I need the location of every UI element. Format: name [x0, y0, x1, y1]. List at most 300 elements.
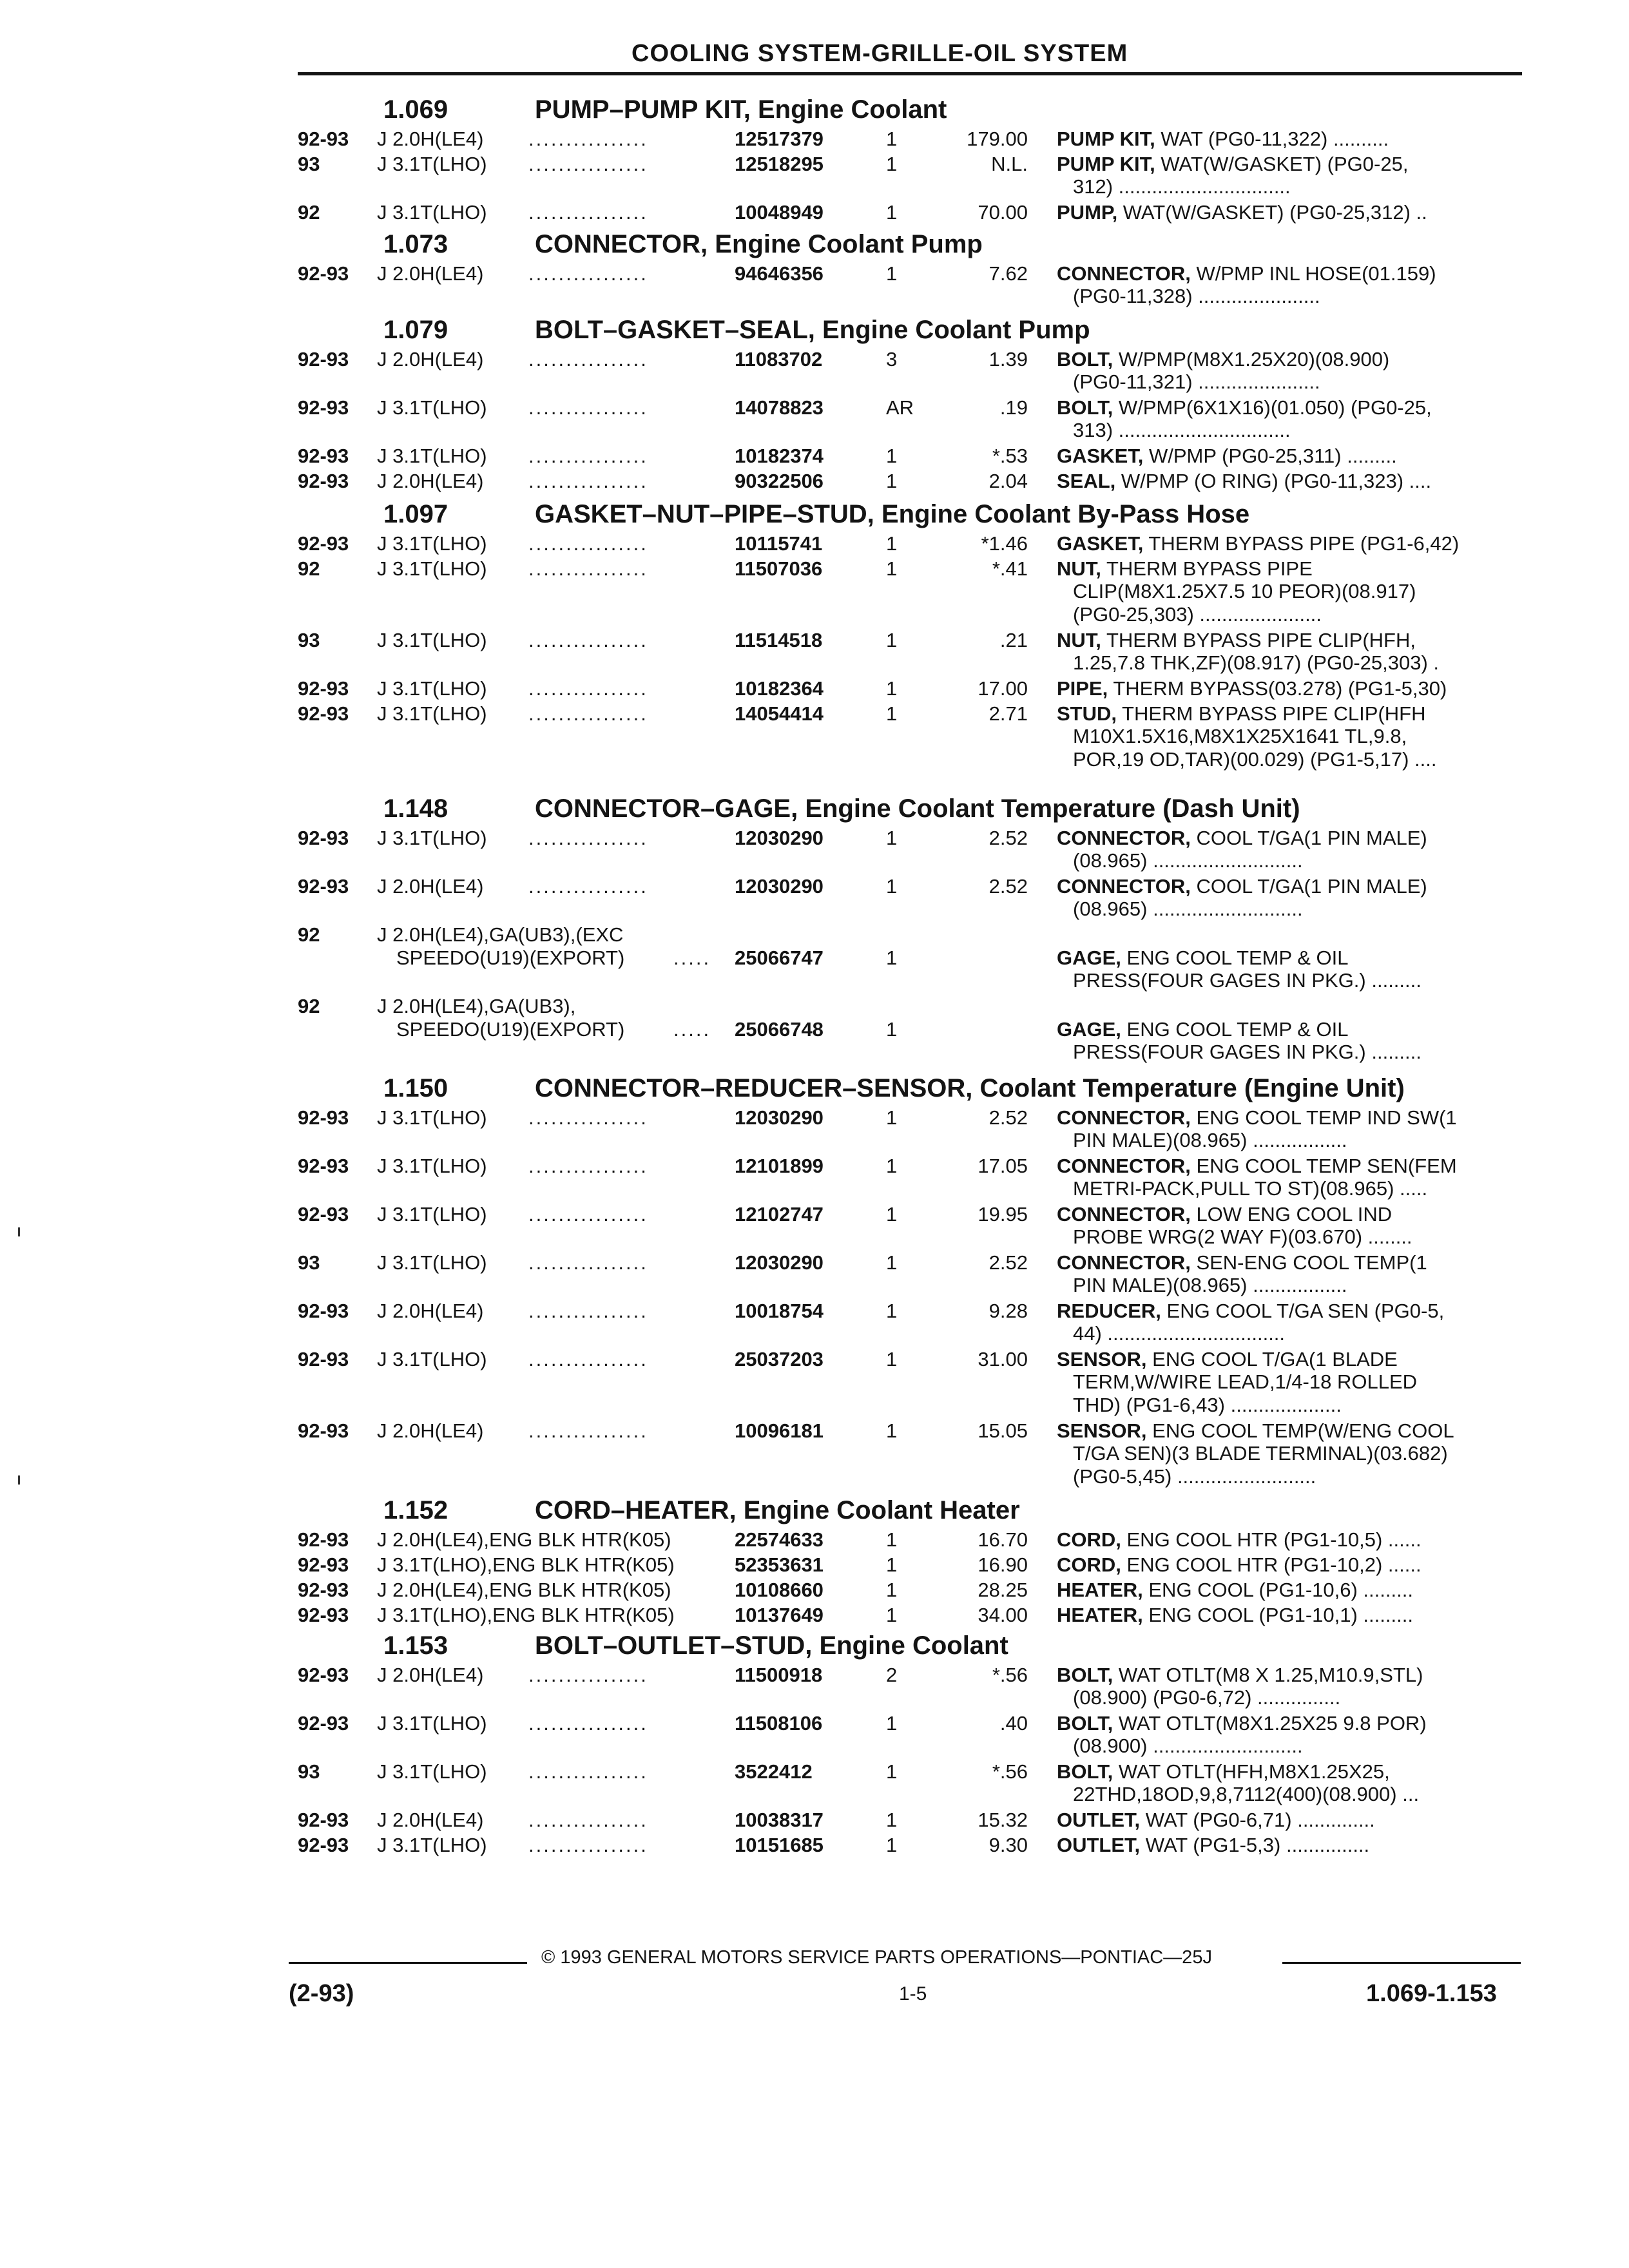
- description-continuation: 313) ...............................: [1073, 419, 1291, 441]
- part-name: HEATER,: [1057, 1604, 1143, 1626]
- part-detail: ENG COOL HTR (PG1-10,5) ......: [1121, 1528, 1422, 1551]
- part-number: 12030290: [735, 1106, 824, 1129]
- price: 17.00: [978, 677, 1028, 700]
- part-detail: THERM BYPASS PIPE: [1101, 557, 1313, 580]
- part-detail: THERM BYPASS PIPE CLIP(HFH,: [1101, 629, 1416, 651]
- vehicle-model: J 2.0H(LE4),GA(UB3),(EXC: [377, 923, 624, 946]
- part-detail: THERM BYPASS PIPE (PG1-6,42): [1143, 532, 1460, 555]
- quantity: 1: [886, 1348, 898, 1370]
- section-title: CONNECTOR–REDUCER–SENSOR, Coolant Temperature (Engine Unit): [535, 1074, 1405, 1102]
- leader-dots: ................: [528, 1419, 648, 1442]
- part-description: [1057, 1760, 1390, 1783]
- footer-rule-right: [1282, 1962, 1521, 1964]
- quantity: 1: [886, 1712, 898, 1735]
- vehicle-model: J 2.0H(LE4),GA(UB3),: [377, 995, 576, 1017]
- part-description: [1057, 1664, 1423, 1687]
- quantity: 1: [886, 1579, 898, 1601]
- section-number: 1.153: [383, 1631, 448, 1660]
- vehicle-model-continued: SPEEDO(U19)(EXPORT): [396, 947, 625, 969]
- description-continuation: (08.965) ...........................: [1073, 849, 1303, 872]
- vehicle-model: J 3.1T(LHO): [377, 557, 487, 580]
- leader-dots: ................: [528, 153, 648, 175]
- leader-dots: ................: [528, 128, 648, 150]
- model-year: 92-93: [298, 1712, 349, 1735]
- part-description: [1057, 1553, 1422, 1577]
- part-description: [1057, 532, 1459, 555]
- quantity: 2: [886, 1664, 898, 1686]
- part-description: [1057, 1106, 1457, 1129]
- part-description: [1057, 1348, 1398, 1371]
- part-name: REDUCER,: [1057, 1300, 1161, 1322]
- vehicle-model: J 3.1T(LHO): [377, 396, 487, 419]
- part-number: 14054414: [735, 702, 824, 725]
- section-title: BOLT–OUTLET–STUD, Engine Coolant: [535, 1631, 1008, 1660]
- part-number: 94646356: [735, 262, 824, 285]
- description-continuation: POR,19 OD,TAR)(00.029) (PG1-5,17) ....: [1073, 748, 1437, 771]
- part-name: BOLT,: [1057, 396, 1113, 419]
- part-description: [1057, 827, 1427, 850]
- model-year: 92-93: [298, 1553, 349, 1576]
- description-continuation: M10X1.5X16,M8X1X25X1641 TL,9.8,: [1073, 725, 1407, 747]
- footer-date-code: (2-93): [289, 1980, 354, 2007]
- part-detail: ENG COOL TEMP & OIL: [1121, 1018, 1349, 1041]
- leader-dots: ................: [528, 1251, 648, 1274]
- part-name: BOLT,: [1057, 1664, 1113, 1686]
- leader-dots: ................: [528, 1712, 648, 1735]
- part-name: OUTLET,: [1057, 1834, 1141, 1856]
- part-detail: W/PMP INL HOSE(01.159): [1190, 262, 1436, 285]
- part-detail: WAT(W/GASKET) (PG0-25,312) ..: [1117, 201, 1427, 224]
- vehicle-model: J 3.1T(LHO): [377, 1251, 487, 1274]
- part-description: [1057, 153, 1408, 176]
- quantity: 1: [886, 1553, 898, 1576]
- vehicle-model: J 3.1T(LHO): [377, 201, 487, 224]
- model-year: 92-93: [298, 827, 349, 849]
- part-description: [1057, 396, 1432, 419]
- section-title: CORD–HEATER, Engine Coolant Heater: [535, 1496, 1020, 1524]
- vehicle-model: J 2.0H(LE4): [377, 1419, 484, 1442]
- vehicle-model: J 3.1T(LHO): [377, 827, 487, 849]
- leader-dots: ................: [528, 396, 648, 419]
- part-number: 12101899: [735, 1155, 824, 1177]
- part-description: [1057, 875, 1427, 898]
- price: 70.00: [978, 201, 1028, 224]
- leader-dots: ................: [528, 1664, 648, 1686]
- description-continuation: (08.965) ...........................: [1073, 898, 1303, 920]
- part-name: CONNECTOR,: [1057, 875, 1191, 898]
- price: 2.52: [988, 1106, 1028, 1129]
- price: 2.04: [988, 470, 1028, 492]
- part-description: [1057, 470, 1431, 493]
- model-year: 92-93: [298, 1604, 349, 1626]
- part-detail: COOL T/GA(1 PIN MALE): [1190, 827, 1427, 849]
- model-year: 92-93: [298, 677, 349, 700]
- part-detail: ENG COOL (PG1-10,1) .........: [1142, 1604, 1413, 1626]
- vehicle-model: J 3.1T(LHO): [377, 629, 487, 651]
- description-continuation: PIN MALE)(08.965) .................: [1073, 1129, 1347, 1151]
- part-name: PUMP KIT,: [1057, 128, 1155, 150]
- part-name: CONNECTOR,: [1057, 1203, 1191, 1225]
- part-detail: WAT (PG0-6,71) ..............: [1140, 1809, 1375, 1831]
- section-number: 1.097: [383, 500, 448, 528]
- part-number: 10048949: [735, 201, 824, 224]
- quantity: 3: [886, 348, 898, 370]
- part-name: NUT,: [1057, 557, 1101, 580]
- description-continuation: TERM,W/WIRE LEAD,1/4-18 ROLLED: [1073, 1370, 1418, 1393]
- vehicle-model: J 2.0H(LE4): [377, 875, 484, 898]
- model-year: 92-93: [298, 1419, 349, 1442]
- part-description: [1057, 1251, 1427, 1274]
- part-number: 12030290: [735, 1251, 824, 1274]
- model-year: 92: [298, 557, 320, 580]
- margin-mark: [18, 1227, 20, 1236]
- part-name: HEATER,: [1057, 1579, 1143, 1601]
- section-number: 1.073: [383, 230, 448, 258]
- leader-dots: ................: [528, 557, 648, 580]
- leader-dots: ................: [528, 702, 648, 725]
- quantity: 1: [886, 557, 898, 580]
- quantity: 1: [886, 1604, 898, 1626]
- price: 15.05: [978, 1419, 1028, 1442]
- part-detail: ENG COOL T/GA(1 BLADE: [1146, 1348, 1398, 1370]
- model-year: 92: [298, 923, 320, 946]
- quantity: 1: [886, 1834, 898, 1856]
- model-year: 92-93: [298, 1203, 349, 1225]
- part-detail: WAT(W/GASKET) (PG0-25,: [1155, 153, 1409, 175]
- price: *1.46: [981, 532, 1028, 555]
- leader-dots: ................: [528, 201, 648, 224]
- part-description: [1057, 1300, 1444, 1323]
- description-continuation: 22THD,18OD,9,8,7112(400)(08.900) ...: [1073, 1783, 1420, 1805]
- part-description: [1057, 128, 1389, 151]
- model-year: 92-93: [298, 1106, 349, 1129]
- section-number: 1.150: [383, 1074, 448, 1102]
- part-number: 11514518: [735, 629, 823, 651]
- part-description: [1057, 702, 1425, 726]
- price: N.L.: [991, 153, 1028, 175]
- leader-dots: ................: [528, 532, 648, 555]
- part-detail: ENG COOL TEMP(W/ENG COOL: [1146, 1419, 1454, 1442]
- price: 31.00: [978, 1348, 1028, 1370]
- part-description: [1057, 1155, 1457, 1178]
- model-year: 92-93: [298, 396, 349, 419]
- footer-range: 1.069-1.153: [1366, 1980, 1497, 2007]
- model-year: 92-93: [298, 445, 349, 467]
- part-number: 10096181: [735, 1419, 824, 1442]
- vehicle-model: J 3.1T(LHO): [377, 1348, 487, 1370]
- description-continuation: 312) ...............................: [1073, 175, 1291, 198]
- part-name: CONNECTOR,: [1057, 262, 1191, 285]
- description-continuation: T/GA SEN)(3 BLADE TERMINAL)(03.682): [1073, 1442, 1448, 1465]
- model-year: 92-93: [298, 1579, 349, 1601]
- price: 28.25: [978, 1579, 1028, 1601]
- part-name: GAGE,: [1057, 1018, 1121, 1041]
- part-description: [1057, 201, 1427, 224]
- part-name: GASKET,: [1057, 445, 1144, 467]
- part-detail: W/PMP(6X1X16)(01.050) (PG0-25,: [1113, 396, 1432, 419]
- part-name: SEAL,: [1057, 470, 1116, 492]
- vehicle-model: J 3.1T(LHO): [377, 1155, 487, 1177]
- quantity: 1: [886, 532, 898, 555]
- section-title: BOLT–GASKET–SEAL, Engine Coolant Pump: [535, 316, 1090, 344]
- part-name: CONNECTOR,: [1057, 1155, 1191, 1177]
- quantity: 1: [886, 947, 898, 969]
- model-year: 93: [298, 1251, 320, 1274]
- leader-dots: ................: [528, 1106, 648, 1129]
- part-number: 10182374: [735, 445, 824, 467]
- part-number: 12517379: [735, 128, 824, 150]
- margin-mark: [18, 1475, 20, 1485]
- vehicle-model: J 3.1T(LHO),ENG BLK HTR(K05): [377, 1604, 675, 1626]
- part-name: GAGE,: [1057, 947, 1121, 969]
- model-year: 92-93: [298, 470, 349, 492]
- quantity: 1: [886, 128, 898, 150]
- model-year: 92-93: [298, 702, 349, 725]
- part-description: [1057, 557, 1313, 581]
- part-number: 90322506: [735, 470, 824, 492]
- leader-dots: ................: [528, 875, 648, 898]
- part-description: [1057, 1604, 1413, 1627]
- price: *.41: [992, 557, 1028, 580]
- part-number: 10038317: [735, 1809, 824, 1831]
- part-number: 12030290: [735, 875, 824, 898]
- leader-dots: ................: [528, 1348, 648, 1370]
- part-number: 52353631: [735, 1553, 824, 1576]
- model-year: 92-93: [298, 1348, 349, 1370]
- section-number: 1.079: [383, 316, 448, 344]
- quantity: 1: [886, 629, 898, 651]
- model-year: 92-93: [298, 875, 349, 898]
- part-name: BOLT,: [1057, 348, 1113, 370]
- model-year: 92-93: [298, 1664, 349, 1686]
- part-detail: W/PMP (PG0-25,311) .........: [1143, 445, 1397, 467]
- part-detail: W/PMP(M8X1.25X20)(08.900): [1113, 348, 1390, 370]
- price: 9.30: [988, 1834, 1028, 1856]
- part-description: [1057, 1834, 1369, 1857]
- description-continuation: PIN MALE)(08.965) .................: [1073, 1274, 1347, 1296]
- vehicle-model: J 2.0H(LE4),ENG BLK HTR(K05): [377, 1528, 671, 1551]
- price: 17.05: [978, 1155, 1028, 1177]
- leader-dots: ................: [528, 262, 648, 285]
- part-name: CONNECTOR,: [1057, 1106, 1191, 1129]
- leader-dots: ................: [528, 1155, 648, 1177]
- vehicle-model: J 3.1T(LHO): [377, 702, 487, 725]
- quantity: 1: [886, 1528, 898, 1551]
- leader-dots: ................: [528, 1300, 648, 1322]
- leader-dots: .....: [673, 947, 711, 969]
- description-continuation: (08.900) (PG0-6,72) ...............: [1073, 1686, 1341, 1709]
- quantity: 1: [886, 702, 898, 725]
- vehicle-model: J 2.0H(LE4): [377, 1809, 484, 1831]
- part-number: 25037203: [735, 1348, 824, 1370]
- part-name: SENSOR,: [1057, 1348, 1147, 1370]
- leader-dots: ................: [528, 677, 648, 700]
- quantity: 1: [886, 1251, 898, 1274]
- part-number: 3522412: [735, 1760, 813, 1783]
- vehicle-model: J 2.0H(LE4),ENG BLK HTR(K05): [377, 1579, 671, 1601]
- part-number: 10018754: [735, 1300, 824, 1322]
- model-year: 92-93: [298, 1834, 349, 1856]
- part-number: 25066747: [735, 947, 824, 969]
- description-continuation: 1.25,7.8 THK,ZF)(08.917) (PG0-25,303) .: [1073, 651, 1440, 674]
- leader-dots: .....: [673, 1018, 711, 1041]
- part-detail: WAT OTLT(M8 X 1.25,M10.9,STL): [1113, 1664, 1423, 1686]
- part-number: 12030290: [735, 827, 824, 849]
- part-number: 10108660: [735, 1579, 824, 1601]
- vehicle-model: J 2.0H(LE4): [377, 128, 484, 150]
- model-year: 92-93: [298, 1155, 349, 1177]
- part-number: 12102747: [735, 1203, 824, 1225]
- part-detail: LOW ENG COOL IND: [1190, 1203, 1393, 1225]
- leader-dots: ................: [528, 827, 648, 849]
- description-continuation: (PG0-5,45) .........................: [1073, 1465, 1316, 1488]
- part-description: [1057, 1203, 1392, 1226]
- quantity: 1: [886, 1155, 898, 1177]
- part-number: 11508106: [735, 1712, 823, 1735]
- description-continuation: (08.900) ...........................: [1073, 1735, 1303, 1757]
- part-number: 14078823: [735, 396, 824, 419]
- vehicle-model: J 3.1T(LHO): [377, 532, 487, 555]
- part-number: 11500918: [735, 1664, 823, 1686]
- part-detail: W/PMP (O RING) (PG0-11,323) ....: [1115, 470, 1432, 492]
- part-description: [1057, 1419, 1454, 1443]
- quantity: 1: [886, 1809, 898, 1831]
- description-continuation: THD) (PG1-6,43) ....................: [1073, 1394, 1342, 1416]
- part-name: PUMP KIT,: [1057, 153, 1155, 175]
- part-detail: COOL T/GA(1 PIN MALE): [1190, 875, 1427, 898]
- quantity: 1: [886, 1760, 898, 1783]
- part-detail: THERM BYPASS PIPE CLIP(HFH: [1117, 702, 1426, 725]
- part-name: BOLT,: [1057, 1712, 1113, 1735]
- section-title: CONNECTOR, Engine Coolant Pump: [535, 230, 983, 258]
- leader-dots: ................: [528, 1834, 648, 1856]
- part-description: [1057, 947, 1349, 970]
- quantity: 1: [886, 1106, 898, 1129]
- price: 2.71: [988, 702, 1028, 725]
- part-detail: WAT (PG1-5,3) ...............: [1140, 1834, 1370, 1856]
- part-number: 22574633: [735, 1528, 824, 1551]
- part-name: BOLT,: [1057, 1760, 1113, 1783]
- leader-dots: ................: [528, 1809, 648, 1831]
- part-number: 10137649: [735, 1604, 824, 1626]
- vehicle-model: J 3.1T(LHO): [377, 677, 487, 700]
- part-detail: ENG COOL TEMP SEN(FEM: [1190, 1155, 1457, 1177]
- section-number: 1.069: [383, 95, 448, 124]
- vehicle-model: J 3.1T(LHO): [377, 153, 487, 175]
- price: 2.52: [988, 827, 1028, 849]
- price: 2.52: [988, 875, 1028, 898]
- vehicle-model: J 3.1T(LHO): [377, 1203, 487, 1225]
- quantity: 1: [886, 1203, 898, 1225]
- part-detail: THERM BYPASS(03.278) (PG1-5,30): [1108, 677, 1447, 700]
- description-continuation: PRESS(FOUR GAGES IN PKG.) .........: [1073, 969, 1422, 992]
- section-title: CONNECTOR–GAGE, Engine Coolant Temperature (Dash Unit): [535, 794, 1300, 823]
- model-year: 92-93: [298, 1300, 349, 1322]
- description-continuation: (PG0-11,328) ......................: [1073, 285, 1320, 307]
- part-description: [1057, 629, 1416, 652]
- part-number: 25066748: [735, 1018, 824, 1041]
- part-description: [1057, 348, 1389, 371]
- quantity: 1: [886, 470, 898, 492]
- part-name: OUTLET,: [1057, 1809, 1141, 1831]
- section-number: 1.152: [383, 1496, 448, 1524]
- part-name: CORD,: [1057, 1528, 1121, 1551]
- price: 2.52: [988, 1251, 1028, 1274]
- part-name: CORD,: [1057, 1553, 1121, 1576]
- price: *.53: [992, 445, 1028, 467]
- part-detail: ENG COOL TEMP IND SW(1: [1190, 1106, 1457, 1129]
- vehicle-model: J 2.0H(LE4): [377, 348, 484, 370]
- model-year: 93: [298, 153, 320, 175]
- part-description: [1057, 1528, 1422, 1552]
- section-title: GASKET–NUT–PIPE–STUD, Engine Coolant By-Pass Hose: [535, 500, 1250, 528]
- part-name: NUT,: [1057, 629, 1101, 651]
- vehicle-model: J 3.1T(LHO),ENG BLK HTR(K05): [377, 1553, 675, 1576]
- description-continuation: PRESS(FOUR GAGES IN PKG.) .........: [1073, 1041, 1422, 1063]
- price: 179.00: [967, 128, 1028, 150]
- leader-dots: ................: [528, 1203, 648, 1225]
- part-detail: SEN-ENG COOL TEMP(1: [1190, 1251, 1427, 1274]
- part-number: 11507036: [735, 557, 823, 580]
- price: 16.90: [978, 1553, 1028, 1576]
- quantity: 1: [886, 153, 898, 175]
- leader-dots: ................: [528, 629, 648, 651]
- vehicle-model: J 2.0H(LE4): [377, 1664, 484, 1686]
- vehicle-model: J 3.1T(LHO): [377, 1760, 487, 1783]
- price: 34.00: [978, 1604, 1028, 1626]
- part-name: GASKET,: [1057, 532, 1144, 555]
- price: *.56: [992, 1664, 1028, 1686]
- model-year: 93: [298, 1760, 320, 1783]
- footer-copyright: © 1993 GENERAL MOTORS SERVICE PARTS OPERATIONS—PONTIAC—25J: [541, 1947, 1212, 1968]
- description-continuation: METRI-PACK,PULL TO ST)(08.965) .....: [1073, 1177, 1428, 1200]
- part-name: PUMP,: [1057, 201, 1118, 224]
- vehicle-model: J 2.0H(LE4): [377, 1300, 484, 1322]
- vehicle-model: J 3.1T(LHO): [377, 1106, 487, 1129]
- price: 16.70: [978, 1528, 1028, 1551]
- part-detail: WAT (PG0-11,322) ..........: [1155, 128, 1389, 150]
- part-description: [1057, 1809, 1375, 1832]
- vehicle-model: J 3.1T(LHO): [377, 445, 487, 467]
- part-description: [1057, 1018, 1349, 1041]
- section-number: 1.148: [383, 794, 448, 823]
- model-year: 93: [298, 629, 320, 651]
- part-number: 10151685: [735, 1834, 824, 1856]
- price: .19: [999, 396, 1028, 419]
- part-description: [1057, 1712, 1427, 1735]
- part-description: [1057, 445, 1397, 468]
- description-continuation: CLIP(M8X1.25X7.5 10 PEOR)(08.917): [1073, 580, 1416, 602]
- model-year: 92: [298, 995, 320, 1017]
- part-description: [1057, 677, 1447, 700]
- description-continuation: (PG0-11,321) ......................: [1073, 370, 1320, 393]
- part-description: [1057, 1579, 1413, 1602]
- section-title: PUMP–PUMP KIT, Engine Coolant: [535, 95, 947, 124]
- quantity: 1: [886, 1419, 898, 1442]
- price: .21: [999, 629, 1028, 651]
- leader-dots: ................: [528, 470, 648, 492]
- model-year: 92-93: [298, 262, 349, 285]
- quantity: 1: [886, 445, 898, 467]
- footer-page-number: 1-5: [899, 1983, 927, 2004]
- price: 15.32: [978, 1809, 1028, 1831]
- vehicle-model: J 2.0H(LE4): [377, 470, 484, 492]
- model-year: 92-93: [298, 128, 349, 150]
- description-continuation: 44) ................................: [1073, 1322, 1286, 1345]
- price: 7.62: [988, 262, 1028, 285]
- quantity: 1: [886, 262, 898, 285]
- part-name: STUD,: [1057, 702, 1117, 725]
